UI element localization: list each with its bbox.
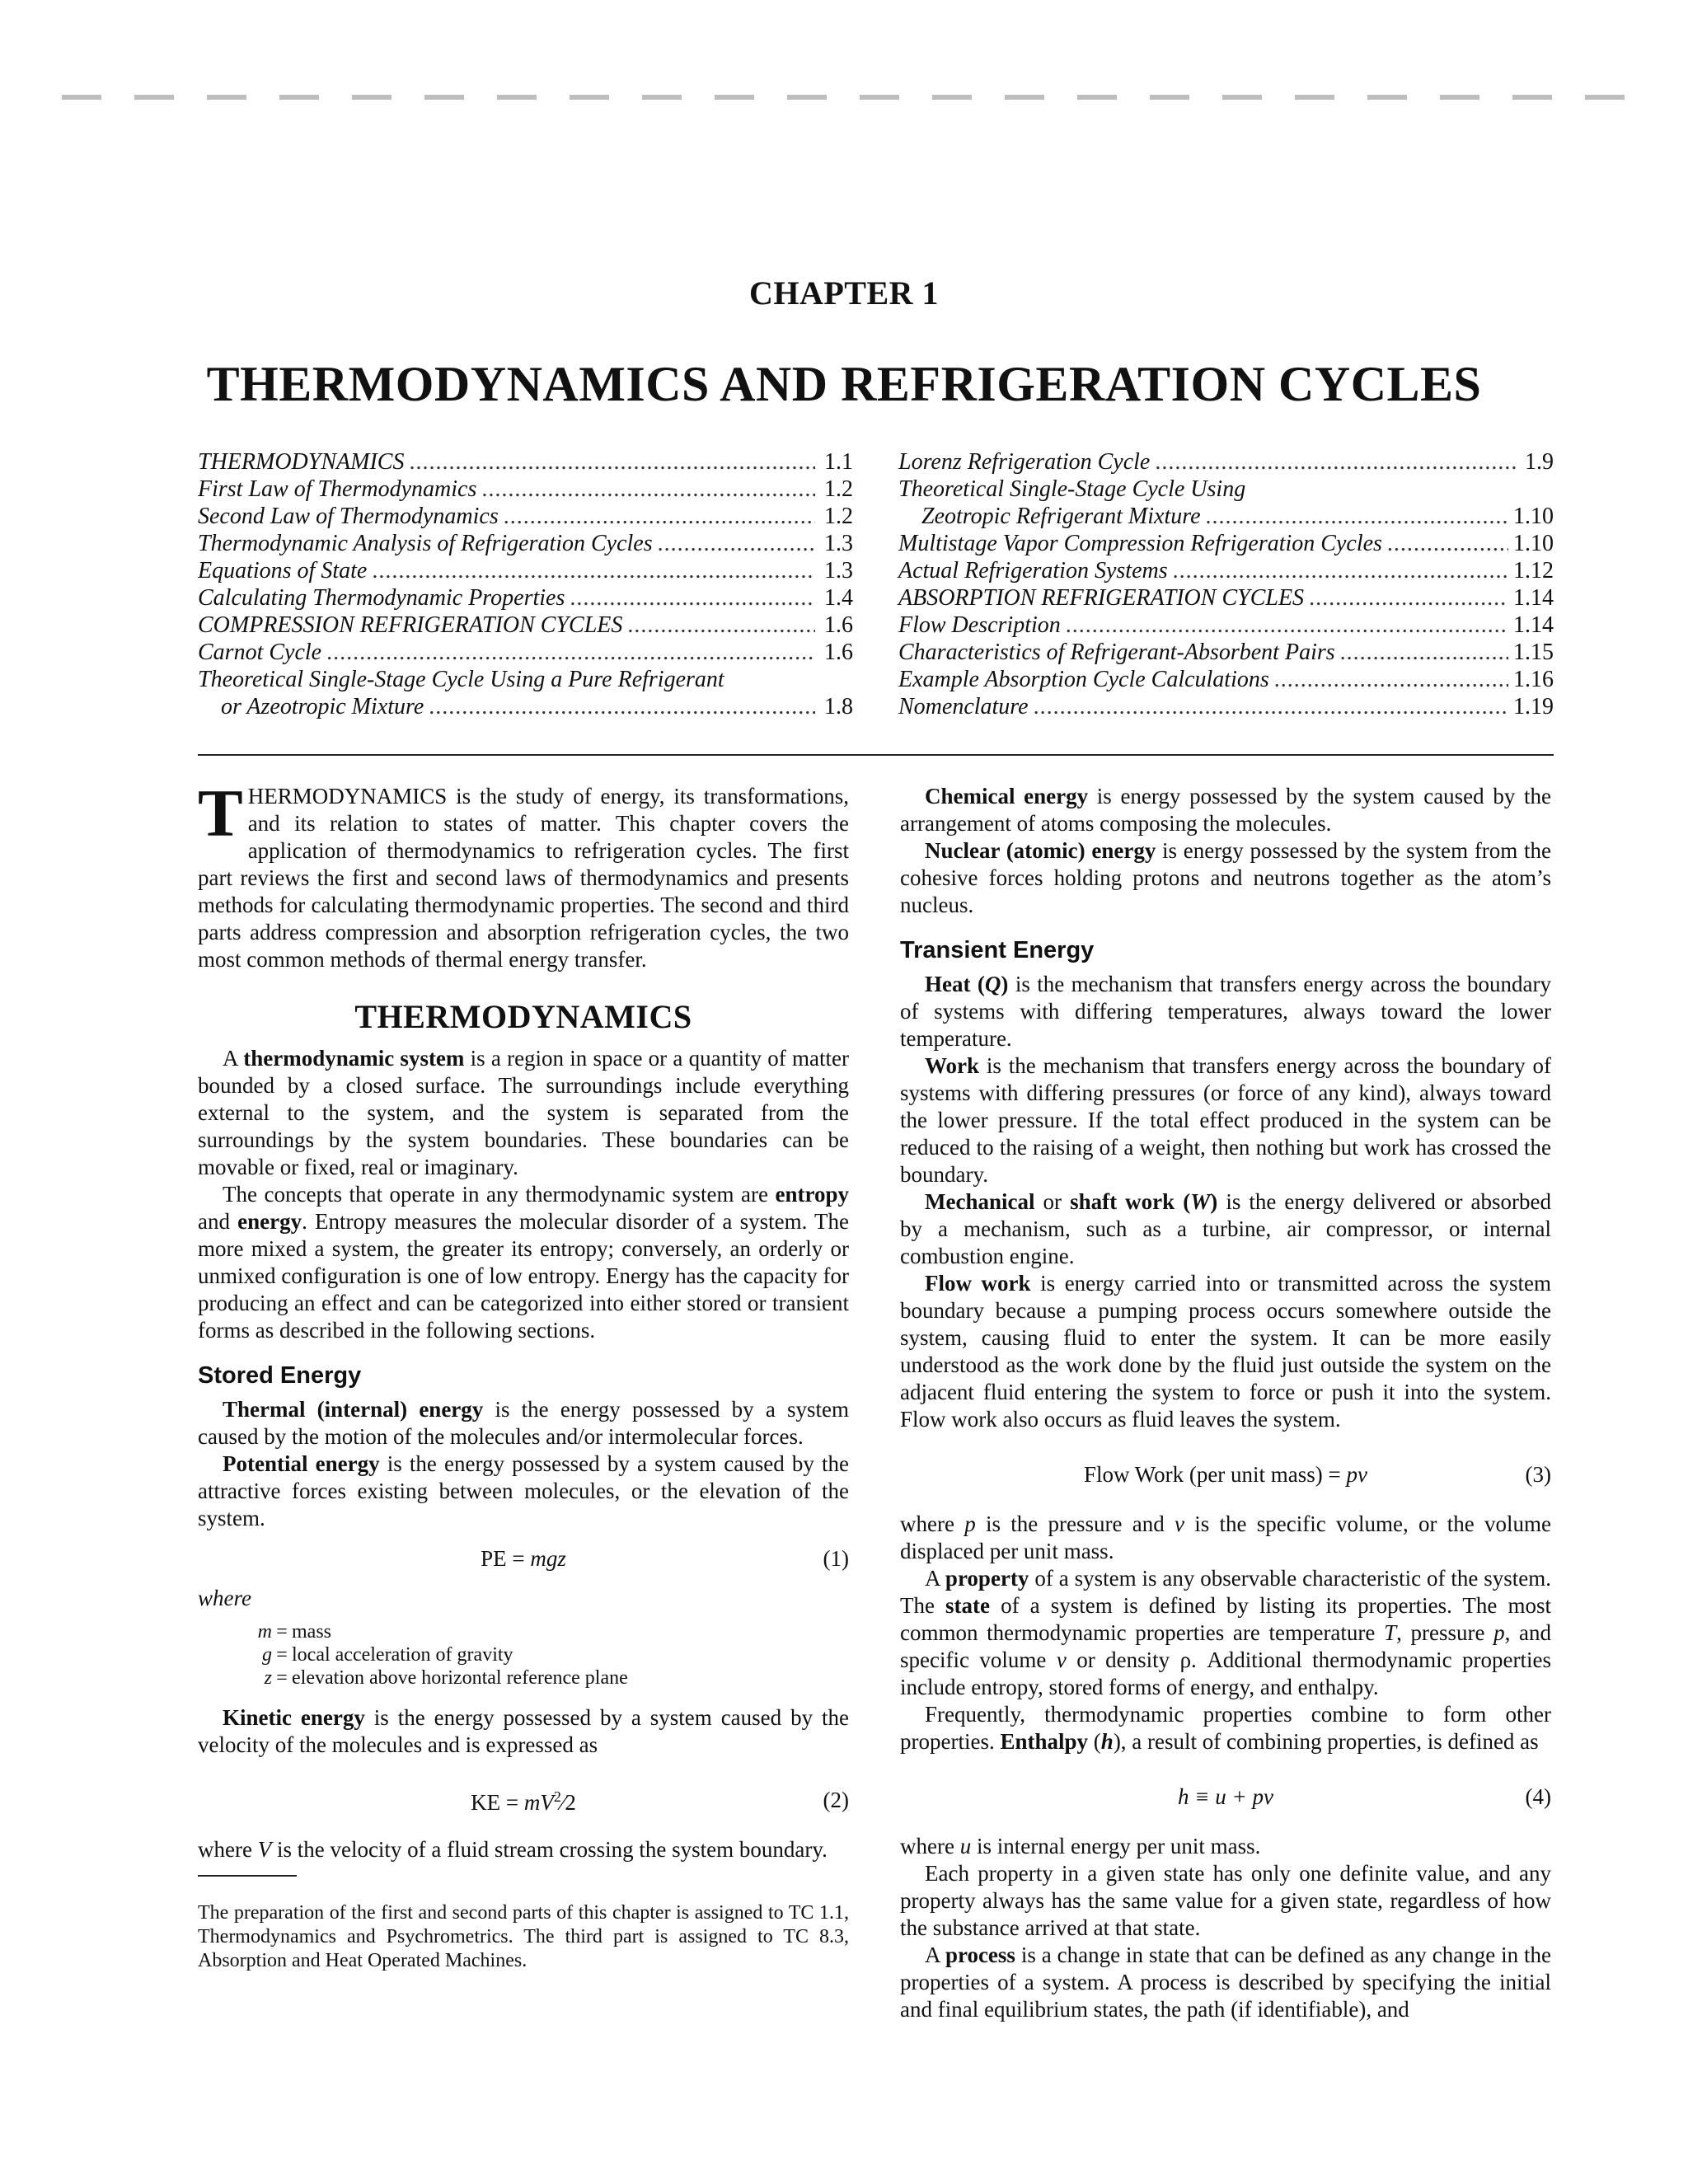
where-label: where (198, 1586, 251, 1610)
paragraph: where p is the pressure and v is the specific volume, or the volume displaced per unit mass. (900, 1511, 1551, 1563)
paragraph: Flow work is energy carried into or transmitted across the system boundary because a pumping process occurs somewhere outside the system, causing fluid to enter the system. It can be more easily understood as the work done by the fluid just outside the system on the adjacent fluid entering the system to force or push it into the system. Flow work also occurs as fluid leaves the system. (900, 1271, 1551, 1432)
toc-entry[interactable]: Multistage Vapor Compression Refrigeration Cycles ..... 1.10 (898, 531, 1554, 558)
variable-definitions (237, 1620, 849, 1690)
equation-1: PE = mgz (1) (481, 1545, 849, 1571)
toc-entry[interactable]: Nomenclature ..... 1.19 (898, 694, 1554, 721)
toc-entry[interactable]: First Law of Thermodynamics ..... 1.2 (198, 476, 853, 504)
equation-2: KE = $mV^2⁄2$ (2) (471, 1787, 849, 1815)
paragraph: Work is the mechanism that transfers energy across the boundary of systems with differing pressures (or force of any kind), always toward the lower pressure. If the total effect produced in the system can be reduced to the raising of a weight, then nothing but work has crossed the boundary. (900, 1053, 1551, 1187)
definition-row: g = local acceleration of gravity (262, 1644, 513, 1666)
section-heading: THERMODYNAMICS (354, 998, 692, 1035)
horizontal-rule (198, 754, 1554, 756)
paragraph: Kinetic energy is the energy possessed by a system caused by the velocity of the molecules and is expressed as (198, 1705, 849, 1757)
toc-entry[interactable]: Theoretical Single-Stage Cycle Using a Pure Refrigerant (198, 667, 724, 692)
subsection-heading: Transient Energy (900, 937, 1095, 963)
subsection-heading: Stored Energy (198, 1362, 362, 1389)
footnote: The preparation of the first and second parts of this chapter is assigned to TC 1.1, Thermodynamics and Psychrometrics. The third part is assigned to TC 8.3, Absorption and Heat Operated Machines. (198, 1902, 849, 1971)
intro-paragraph: THERMODYNAMICS is the study of energy, its transformations, and its relation to states of matter. This chapter covers the application of thermodynamics to refrigeration cycles. The first part reviews the first and second laws of thermodynamics and presents methods for calculating thermodynamic properties. The second and third parts address compression and absorption refrigeration cycles, the two most common methods of thermal energy transfer. (198, 776, 849, 972)
paragraph: where u is internal energy per unit mass. (900, 1834, 1261, 1858)
toc-entry[interactable]: Thermodynamic Analysis of Refrigeration Cycles ..... 1.3 (198, 531, 853, 558)
paragraph: A process is a change in state that can be defined as any change in the properties of a system. A process is described by specifying the initial and final equilibrium states, the path (if identifiable), and (900, 1943, 1551, 2022)
toc-entry[interactable]: COMPRESSION REFRIGERATION CYCLES ..... 1.6 (198, 612, 853, 640)
paragraph: A property of a system is any observable characteristic of the system. The state of a system is defined by listing its properties. The most common thermodynamic properties are temperature T, pressure p, and specific volume v or density ρ. Additional thermodynamic properties include entropy, stored forms of energy, and enthalpy. (900, 1566, 1552, 1699)
toc-entry[interactable]: Carnot Cycle ..... 1.6 (198, 640, 853, 667)
toc-entry[interactable]: Example Absorption Cycle Calculations ..... 1.16 (898, 667, 1554, 694)
toc-entry[interactable]: ABSORPTION REFRIGERATION CYCLES ..... 1.14 (898, 585, 1554, 612)
toc-left-column (198, 449, 853, 721)
equation-3: Flow Work (per unit mass) = pv (3) (1083, 1461, 1551, 1487)
chapter-label: CHAPTER 1 (748, 274, 940, 312)
toc-entry[interactable]: Second Law of Thermodynamics ..... 1.2 (198, 504, 853, 531)
toc-entry[interactable]: Theoretical Single-Stage Cycle Using (898, 476, 1246, 502)
top-dashed-line (62, 95, 1628, 100)
paragraph: Each property in a given state has only one definite value, and any property always has the same value for a given state, regardless of how the substance arrived at that state. (900, 1861, 1551, 1940)
paragraph: Frequently, thermodynamic properties combine to form other properties. Enthalpy (h), a result of combining properties, is defined as (900, 1702, 1551, 1754)
toc-entry[interactable]: Actual Refrigeration Systems ..... 1.12 (898, 558, 1554, 585)
paragraph: Thermal (internal) energy is the energy possessed by a system caused by the motion of the molecules and/or intermolecular forces. (198, 1397, 849, 1449)
toc-entry[interactable]: Equations of State ..... 1.3 (198, 558, 853, 585)
toc-entry[interactable]: Flow Description ..... 1.14 (898, 612, 1554, 640)
toc-entry[interactable]: or Azeotropic Mixture ..... 1.8 (198, 694, 853, 721)
equation-number: (4) (1525, 1783, 1551, 1809)
paragraph: Chemical energy is energy possessed by the system caused by the arrangement of atoms composing the molecules. (900, 784, 1551, 836)
paragraph: where V is the velocity of a fluid stream crossing the system boundary. (198, 1837, 828, 1862)
definition-row: m = mass (257, 1621, 331, 1643)
equation-number: (1) (823, 1545, 849, 1571)
footnote-rule (198, 1875, 297, 1877)
toc-entry[interactable]: Calculating Thermodynamic Properties ..... 1.4 (198, 585, 853, 612)
toc-entry[interactable]: Characteristics of Refrigerant-Absorbent Pairs ..... 1.15 (898, 640, 1554, 667)
right-text-column (900, 783, 1551, 2023)
equation-number: (3) (1525, 1461, 1551, 1487)
toc-entry[interactable]: Zeotropic Refrigerant Mixture ..... 1.10 (898, 504, 1554, 531)
definition-row: z = elevation above horizontal reference plane (264, 1667, 628, 1689)
left-text-column (198, 776, 849, 1973)
paragraph: Nuclear (atomic) energy is energy possessed by the system from the cohesive forces holding protons and neutrons together as the atom’s nucleus. (900, 838, 1552, 917)
paragraph: Potential energy is the energy possessed by a system caused by the attractive forces existing between molecules, or the elevation of the system. (198, 1451, 849, 1530)
paragraph: A thermodynamic system is a region in space or a quantity of matter bounded by a closed surface. The surroundings include everything external to the system, and the system is separated from the surroundings by the system boundaries. These boundaries can be movable or fixed, real or imaginary. (198, 1046, 849, 1179)
paragraph: Heat (Q) is the mechanism that transfers energy across the boundary of systems with differing temperatures, always toward the lower temperature. (900, 972, 1551, 1051)
toc-right-column (898, 449, 1554, 721)
toc-entry[interactable]: Lorenz Refrigeration Cycle ..... 1.9 (898, 449, 1554, 476)
toc-entry[interactable]: THERMODYNAMICS ..... 1.1 (198, 449, 853, 476)
paragraph: The concepts that operate in any thermodynamic system are entropy and energy. Entropy measures the molecular disorder of a system. The more mixed a system, the greater its entropy; conversely, an orderly or unmixed configuration is one of low entropy. Energy has the capacity for producing an effect and can be categorized into either stored or transient forms as described in the following sections. (198, 1182, 849, 1343)
equation-4: h ≡ u + pv (4) (1178, 1783, 1551, 1809)
equation-number: (2) (823, 1787, 849, 1812)
chapter-title: THERMODYNAMICS AND REFRIGERATION CYCLES (206, 357, 1482, 411)
drop-cap: T (198, 776, 243, 851)
paragraph: Mechanical or shaft work (W) is the energy delivered or absorbed by a mechanism, such as a turbine, air compressor, or internal combustion engine. (900, 1189, 1551, 1268)
